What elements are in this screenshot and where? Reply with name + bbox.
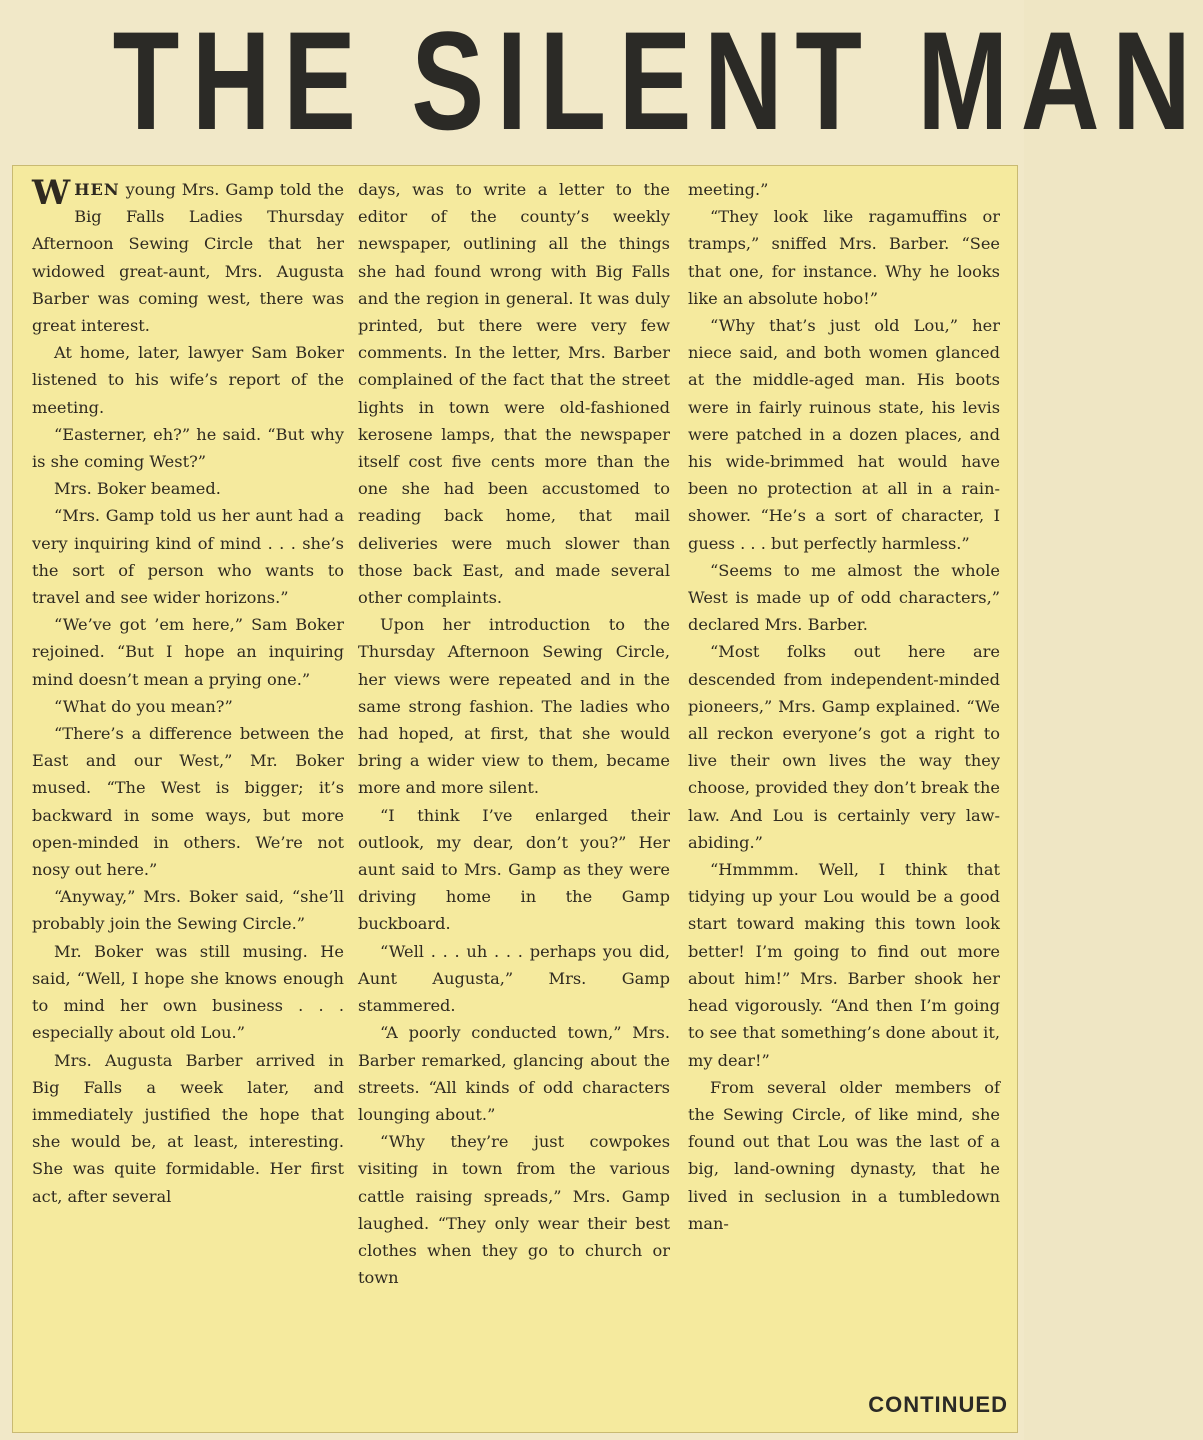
- opening-paragraph: [32, 173, 344, 339]
- paragraph: “Anyway,” Mrs. Boker said, “she’ll probably join the Sewing Circle.”: [32, 887, 344, 934]
- paragraph: “Why that’s just old Lou,” her niece said, and both women glanced at the middle-aged man. His boots were in fairly ruinous state, his levis were patched in a dozen places, and his wide-brimmed hat would have been no protection at all in a rain-shower. “He’s a sort of character, I guess . . . but perfectly harmless.”: [688, 316, 1000, 553]
- paragraph: “There’s a difference between the East and our West,” Mr. Boker mused. “The West is bigger; it’s backward in some ways, but more open-minded in others. We’re not nosy out here.”: [32, 724, 344, 880]
- paragraph: “Easterner, eh?” he said. “But why is she coming West?”: [32, 424, 344, 472]
- text-column-1: [32, 173, 344, 1210]
- continuation-paragraph: days, was to write a letter to the editor of the county’s weekly newspaper, outlining all the things she had found wrong with Big Falls and the region in general. It was duly printed, but there were very few comments. In the letter, Mrs. Barber complained of the fact that the street lights in town were old-fashioned kerosene lamps, that the newspaper itself cost five cents more than the one she had been accustomed to reading back home, that mail deliveries were much slower than those back East, and made several other complaints.: [358, 180, 670, 608]
- text-column-2: [358, 176, 670, 1291]
- paragraph: “Mrs. Gamp told us her aunt had a very inquiring kind of mind . . . she’s the sort of person who wants to travel and see wider horizons.”: [32, 506, 344, 608]
- drop-cap: W: [32, 173, 71, 213]
- paragraph: Mr. Boker was still musing. He said, “Well, I hope she knows enough to mind her own business . . . especially about old Lou.”: [32, 941, 344, 1043]
- paragraph: “We’ve got ’em here,” Sam Boker rejoined. “But I hope an inquiring mind doesn’t mean a prying one.”: [32, 615, 344, 689]
- paragraph: “A poorly conducted town,” Mrs. Barber remarked, glancing about the streets. “All kinds of odd characters lounging about.”: [358, 1023, 670, 1124]
- paragraph: Mrs. Augusta Barber arrived in Big Falls a week later, and immediately justified the hope that she would be, at least, interesting. She was quite formidable. Her first act, after several: [32, 1050, 344, 1206]
- paragraph: Mrs. Boker beamed.: [54, 479, 221, 499]
- paragraph: Upon her introduction to the Thursday Afternoon Sewing Circle, her views were repeated and in the same strong fashion. The ladies who had hoped, at first, that she would bring a wider view to them, became more and more silent.: [358, 615, 670, 798]
- continuation-paragraph: meeting.”: [688, 180, 769, 199]
- continued-label: CONTINUED: [868, 1392, 1008, 1417]
- paragraph: “I think I’ve enlarged their outlook, my dear, don’t you?” Her aunt said to Mrs. Gamp as they were driving home in the Gamp buckboard.: [358, 805, 670, 934]
- story-title: THE SILENT MAN: [112, 2, 1203, 159]
- paragraph: “Why they’re just cowpokes visiting in town from the various cattle raising spreads,” Mrs. Gamp laughed. “They only wear their best clothes when they go to church or town: [358, 1132, 670, 1288]
- paragraph: “Most folks out here are descended from independent-minded pioneers,” Mrs. Gamp explained. “We all reckon everyone’s got a right to live their own lives the way they choose, provided they don’t break the law. And Lou is certainly very law-abiding.”: [688, 642, 1000, 852]
- paragraph: “Well . . . uh . . . perhaps you did, Aunt Augusta,” Mrs. Gamp stammered.: [358, 941, 670, 1016]
- paragraph: From several older members of the Sewing Circle, of like mind, she found out that Lou was the last of a big, land-owning dynasty, that he lived in seclusion in a tumbledown man-: [688, 1077, 1000, 1233]
- lead-in: HEN: [74, 180, 120, 199]
- paragraph: “They look like ragamuffins or tramps,” sniffed Mrs. Barber. “See that one, for instance. Why he looks like an absolute hobo!”: [688, 207, 1000, 308]
- paragraph: At home, later, lawyer Sam Boker listened to his wife’s report of the meeting.: [32, 343, 344, 417]
- paragraph: “What do you mean?”: [54, 696, 233, 716]
- paragraph: “Hmmmm. Well, I think that tidying up your Lou would be a good start toward making this town look better! I’m going to find out more about him!” Mrs. Barber shook her head vigorously. “And then I’m going to see that something’s done about it, my dear!”: [688, 860, 1000, 1070]
- paragraph: “Seems to me almost the whole West is made up of odd characters,” declared Mrs. Barber.: [688, 560, 1000, 635]
- text-column-3: [688, 176, 1000, 1237]
- opening-text: young Mrs. Gamp told the Big Falls Ladies Thursday Afternoon Sewing Circle that her widowed great-aunt, Mrs. Augusta Barber was coming west, there was great interest.: [32, 180, 344, 336]
